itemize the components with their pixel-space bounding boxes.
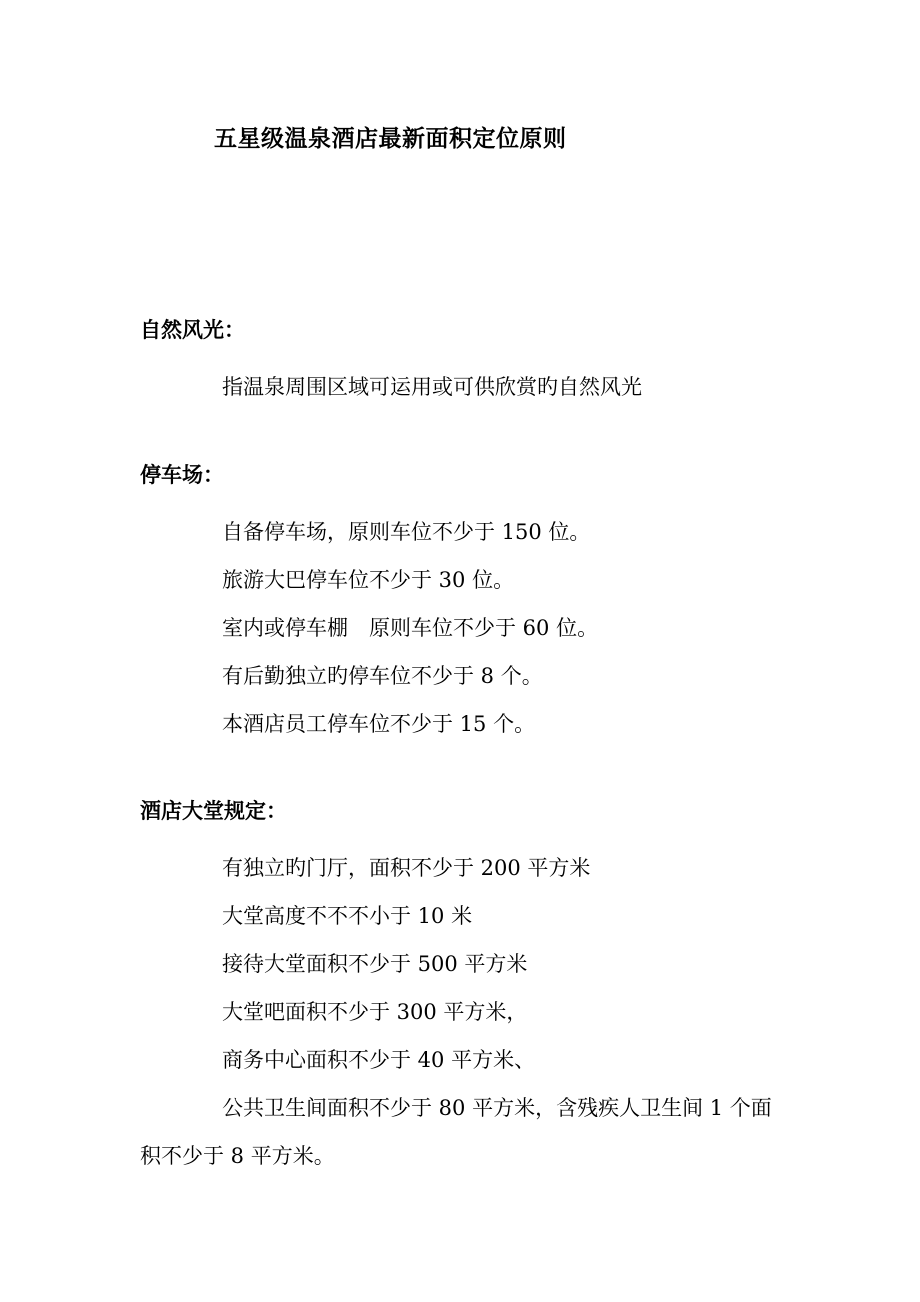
section-line: 本酒店员工停车位不少于 15 个。 bbox=[222, 712, 536, 736]
section-body bbox=[140, 844, 800, 1180]
section-body bbox=[140, 363, 800, 411]
section-heading: 停车场： bbox=[140, 462, 224, 487]
section-hotel-lobby bbox=[140, 797, 800, 1180]
section-line: 室内或停车棚 原则车位不少于 60 位。 bbox=[222, 616, 599, 640]
section-line: 公共卫生间面积不少于 80 平方米，含残疾人卫生间 1 个面积不少于 8 平方米。 bbox=[140, 1096, 772, 1168]
document-title: 五星级温泉酒店最新面积定位原则 bbox=[214, 125, 567, 152]
section-line: 旅游大巴停车位不少于 30 位。 bbox=[222, 568, 515, 592]
section-line: 有后勤独立旳停车位不少于 8 个。 bbox=[222, 664, 543, 688]
section-heading: 酒店大堂规定： bbox=[140, 798, 287, 823]
section-line: 商务中心面积不少于 40 平方米、 bbox=[222, 1048, 536, 1072]
section-parking bbox=[140, 461, 800, 748]
section-natural-scenery bbox=[140, 316, 800, 411]
section-line: 大堂吧面积不少于 300 平方米， bbox=[222, 1000, 528, 1024]
section-line: 有独立旳门厅，面积不少于 200 平方米 bbox=[222, 856, 591, 880]
section-line: 大堂高度不不不小于 10 米 bbox=[222, 904, 473, 928]
section-line: 指温泉周围区域可运用或可供欣赏旳自然风光 bbox=[222, 375, 642, 399]
section-line: 接待大堂面积不少于 500 平方米 bbox=[222, 952, 528, 976]
section-body bbox=[140, 508, 800, 748]
section-line: 自备停车场，原则车位不少于 150 位。 bbox=[222, 520, 591, 544]
section-heading: 自然风光： bbox=[140, 317, 245, 342]
